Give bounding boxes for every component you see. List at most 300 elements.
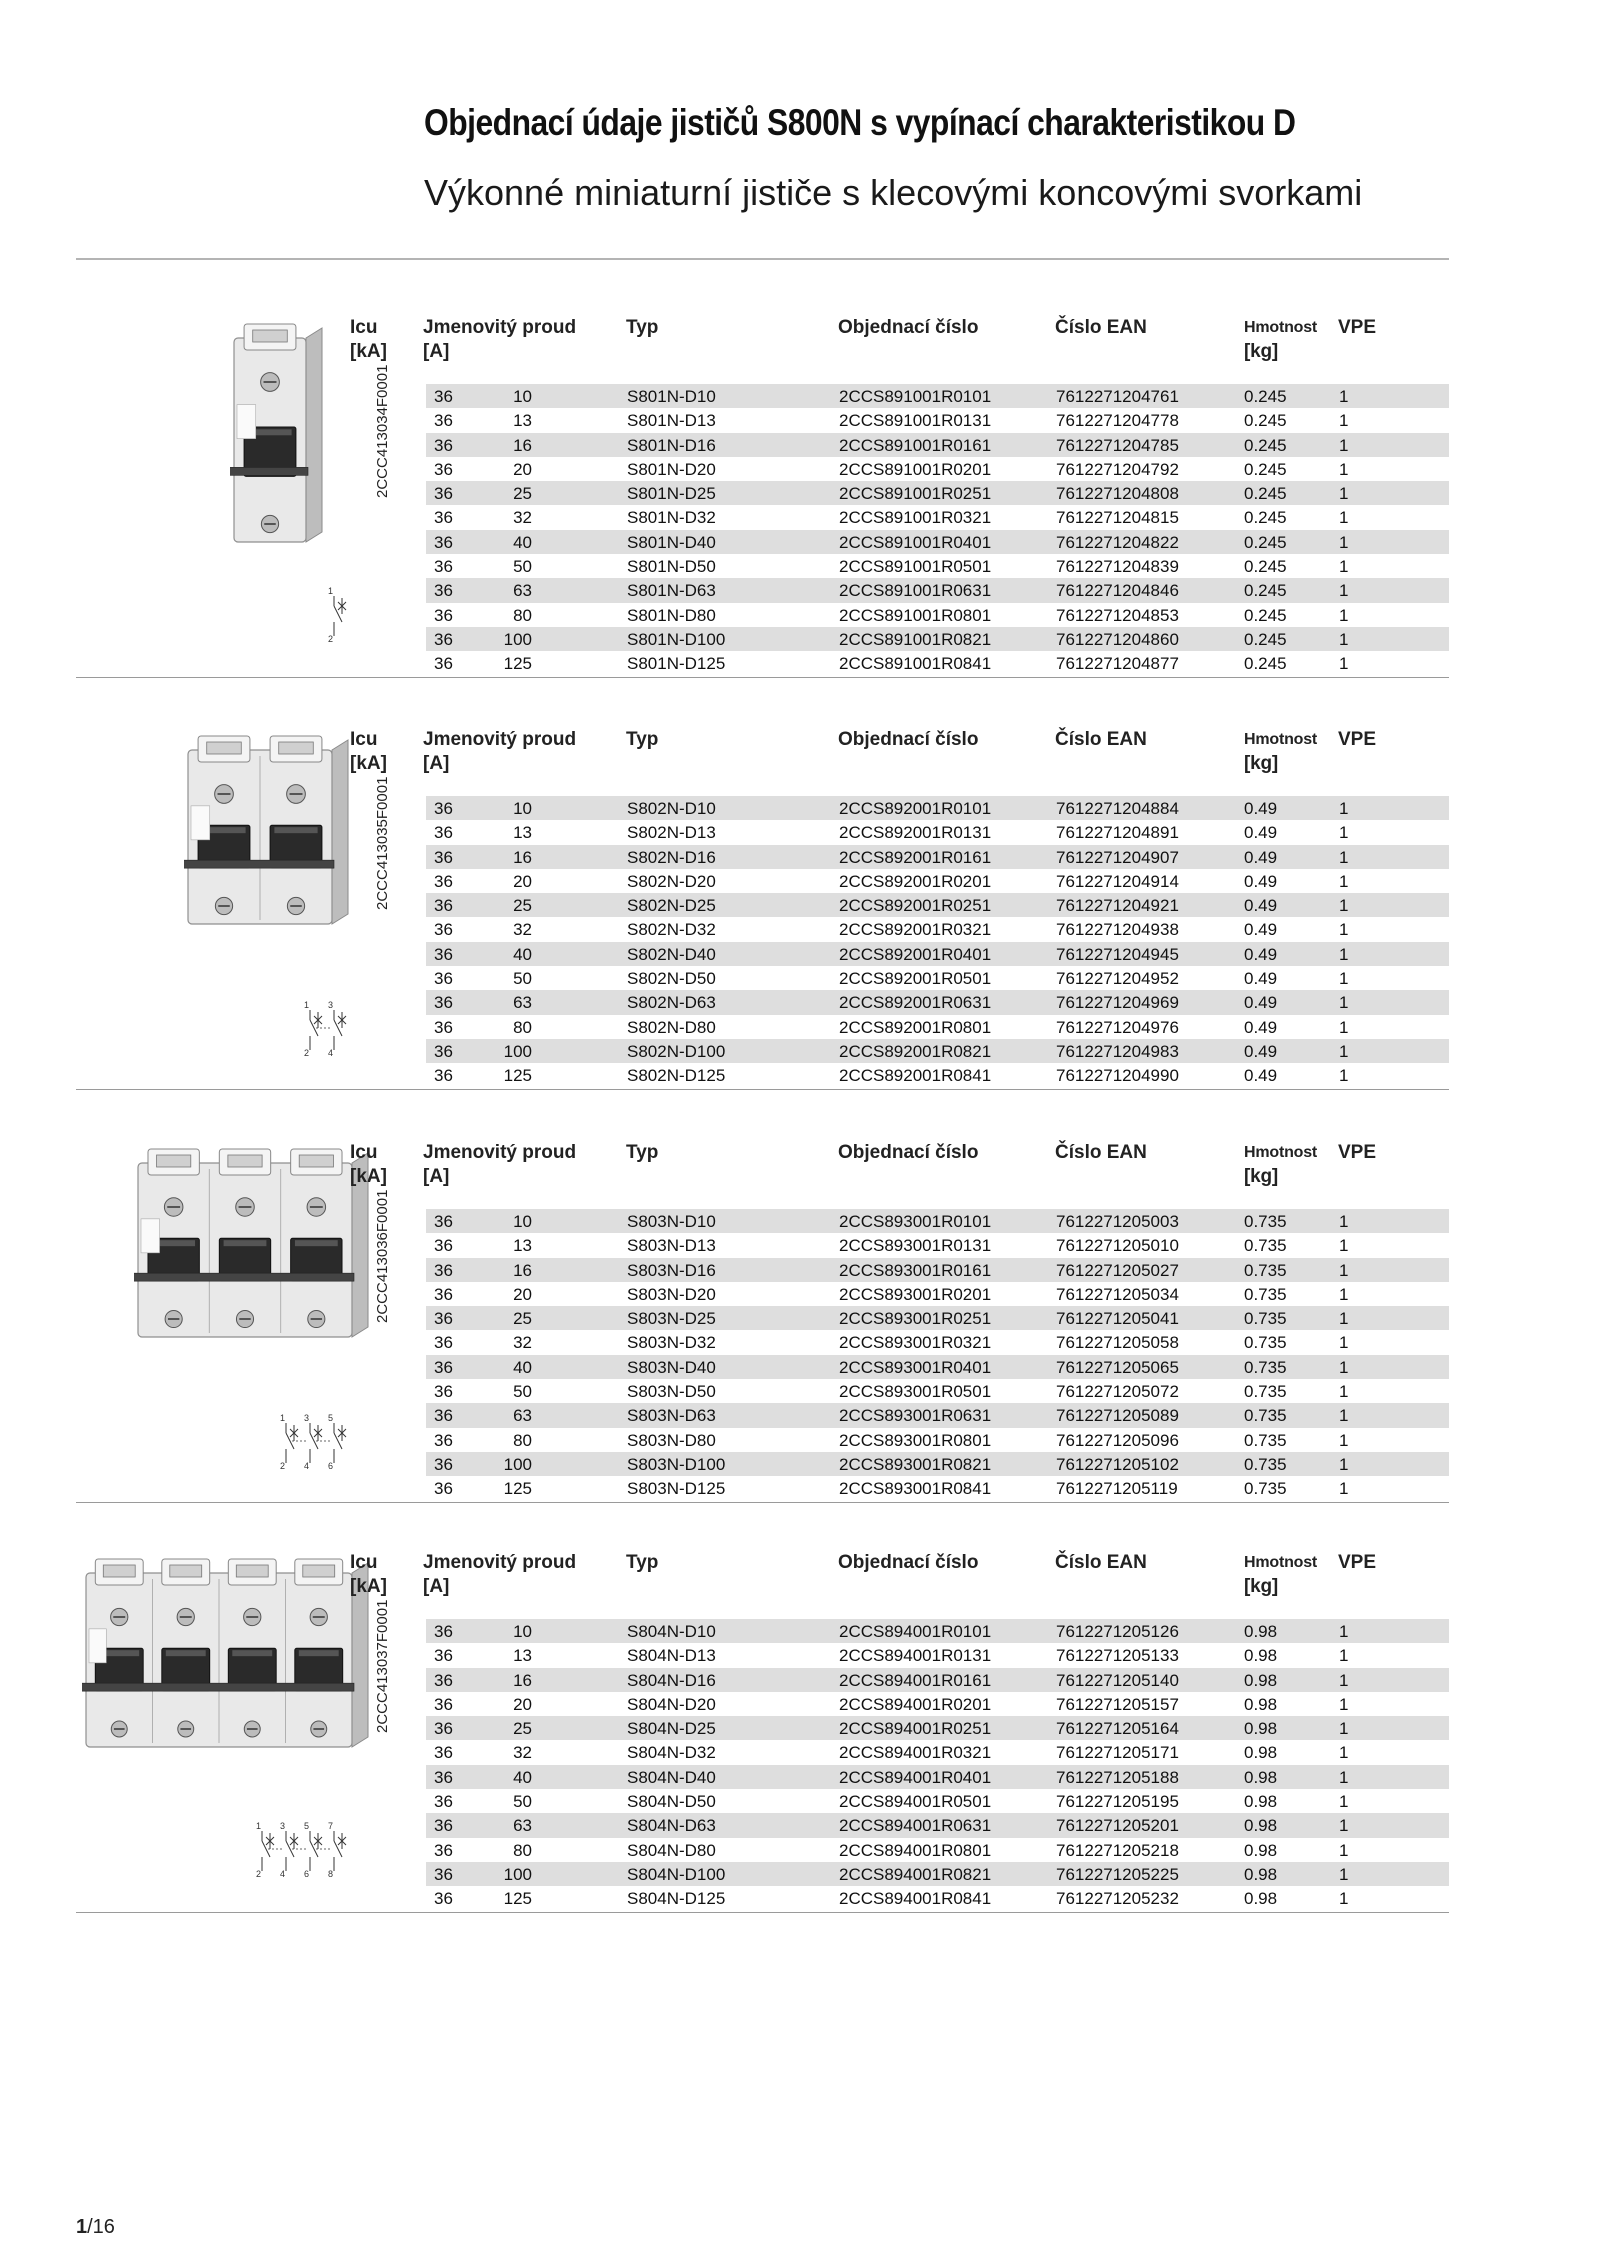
cell-vpe: 1 xyxy=(1339,1406,1349,1426)
cell-vpe: 1 xyxy=(1339,1889,1349,1909)
cell-ean: 7612271205010 xyxy=(1056,1236,1179,1256)
page-title: Objednací údaje jističů S800N s vypínací charakteristikou D xyxy=(424,102,1296,143)
cell-type: S802N-D125 xyxy=(627,1066,726,1086)
cell-type: S801N-D13 xyxy=(627,411,716,431)
cell-ean: 7612271204761 xyxy=(1056,387,1179,406)
cell-ean: 7612271204785 xyxy=(1056,435,1179,455)
cell-rated-current: 40 xyxy=(513,1767,532,1787)
cell-icu: 36 xyxy=(434,435,453,455)
cell-ean: 7612271205232 xyxy=(1056,1889,1179,1909)
cell-icu: 36 xyxy=(434,896,453,916)
cell-rated-current: 32 xyxy=(513,1743,532,1763)
cell-weight: 0.245 xyxy=(1244,459,1287,479)
table-row xyxy=(426,554,1449,578)
col-icu-label: Icu xyxy=(350,1552,378,1573)
cell-weight: 0.98 xyxy=(1244,1889,1278,1909)
cell-rated-current: 80 xyxy=(513,1017,532,1037)
col-rated-current-label: Jmenovitý proud xyxy=(423,729,577,750)
cell-order-number: 2CCS892001R0161 xyxy=(839,847,992,867)
data-table xyxy=(426,796,1449,1088)
table-row xyxy=(426,1716,1449,1740)
cell-vpe: 1 xyxy=(1339,1309,1349,1329)
cell-vpe: 1 xyxy=(1339,508,1349,528)
col-weight-header xyxy=(1244,316,1317,364)
col-order-number-header xyxy=(838,1551,978,1575)
cell-order-number: 2CCS891001R0801 xyxy=(839,605,992,625)
cell-weight: 0.49 xyxy=(1244,1017,1278,1037)
cell-order-number: 2CCS893001R0401 xyxy=(839,1357,992,1377)
cell-vpe: 1 xyxy=(1339,387,1349,406)
cell-vpe: 1 xyxy=(1339,1767,1349,1787)
cell-rated-current: 63 xyxy=(513,581,532,601)
cell-vpe: 1 xyxy=(1339,1622,1349,1641)
cell-vpe: 1 xyxy=(1339,1840,1349,1860)
cell-weight: 0.49 xyxy=(1244,1041,1278,1061)
cell-ean: 7612271205034 xyxy=(1056,1284,1179,1304)
cell-ean: 7612271204990 xyxy=(1056,1066,1179,1086)
cell-icu: 36 xyxy=(434,1066,453,1086)
terminal-label-bottom: 4 xyxy=(280,1869,286,1879)
cell-icu: 36 xyxy=(434,654,453,674)
cell-ean: 7612271204853 xyxy=(1056,605,1179,625)
table-row xyxy=(426,1789,1449,1813)
table-header xyxy=(350,1141,1449,1201)
cell-order-number: 2CCS891001R0631 xyxy=(839,581,992,601)
cell-weight: 0.735 xyxy=(1244,1479,1287,1499)
col-icu-label: Icu xyxy=(350,729,378,750)
cell-order-number: 2CCS891001R0161 xyxy=(839,435,992,455)
cell-order-number: 2CCS891001R0501 xyxy=(839,557,992,577)
cell-order-number: 2CCS891001R0201 xyxy=(839,459,992,479)
cell-vpe: 1 xyxy=(1339,1816,1349,1836)
cell-icu: 36 xyxy=(434,1406,453,1426)
col-icu-header xyxy=(350,316,387,364)
cell-order-number: 2CCS892001R0101 xyxy=(839,799,992,818)
cell-icu: 36 xyxy=(434,1309,453,1329)
col-vpe-label: VPE xyxy=(1338,1552,1377,1573)
col-order-number-header xyxy=(838,316,978,340)
cell-vpe: 1 xyxy=(1339,1212,1349,1231)
table-row xyxy=(426,1765,1449,1789)
cell-order-number: 2CCS894001R0321 xyxy=(839,1743,992,1763)
cell-weight: 0.245 xyxy=(1244,557,1287,577)
table-row xyxy=(426,990,1449,1014)
cell-vpe: 1 xyxy=(1339,1041,1349,1061)
cell-icu: 36 xyxy=(434,1041,453,1061)
cell-icu: 36 xyxy=(434,1670,453,1690)
cell-rated-current: 40 xyxy=(513,532,532,552)
col-weight-unit: [kg] xyxy=(1244,753,1279,774)
cell-weight: 0.49 xyxy=(1244,969,1278,989)
cell-icu: 36 xyxy=(434,459,453,479)
cell-type: S801N-D50 xyxy=(627,557,716,577)
pole-symbol-icon xyxy=(278,1411,358,1476)
table-row xyxy=(426,845,1449,869)
col-weight-header xyxy=(1244,1551,1317,1599)
cell-weight: 0.49 xyxy=(1244,896,1278,916)
table-row xyxy=(426,1039,1449,1063)
terminal-label-top: 7 xyxy=(328,1821,334,1831)
cell-weight: 0.735 xyxy=(1244,1454,1287,1474)
cell-vpe: 1 xyxy=(1339,557,1349,577)
cell-ean: 7612271204921 xyxy=(1056,896,1179,916)
col-weight-unit: [kg] xyxy=(1244,1576,1279,1597)
cell-type: S802N-D63 xyxy=(627,993,716,1013)
table-row xyxy=(426,796,1449,820)
table-row xyxy=(426,1428,1449,1452)
cell-order-number: 2CCS894001R0501 xyxy=(839,1792,992,1812)
cell-order-number: 2CCS892001R0631 xyxy=(839,993,992,1013)
cell-ean: 7612271205157 xyxy=(1056,1694,1179,1714)
cell-order-number: 2CCS891001R0321 xyxy=(839,508,992,528)
cell-rated-current: 40 xyxy=(513,1357,532,1377)
cell-weight: 0.98 xyxy=(1244,1840,1278,1860)
cell-ean: 7612271205188 xyxy=(1056,1767,1179,1787)
cell-type: S804N-D100 xyxy=(627,1864,726,1884)
product-section-4p xyxy=(76,1551,1449,1911)
cell-icu: 36 xyxy=(434,1479,453,1499)
photo-code-label: 2CCC413034F0001 xyxy=(374,364,391,498)
cell-weight: 0.735 xyxy=(1244,1284,1287,1304)
cell-order-number: 2CCS893001R0161 xyxy=(839,1260,992,1280)
section-divider xyxy=(76,1502,1449,1503)
cell-order-number: 2CCS892001R0321 xyxy=(839,920,992,940)
cell-rated-current: 25 xyxy=(513,1719,532,1739)
cell-type: S801N-D125 xyxy=(627,654,726,674)
cell-vpe: 1 xyxy=(1339,1357,1349,1377)
cell-type: S804N-D32 xyxy=(627,1743,716,1763)
cell-order-number: 2CCS893001R0841 xyxy=(839,1479,992,1499)
cell-weight: 0.49 xyxy=(1244,993,1278,1013)
cell-icu: 36 xyxy=(434,1212,453,1231)
cell-rated-current: 63 xyxy=(513,1816,532,1836)
cell-icu: 36 xyxy=(434,1816,453,1836)
cell-rated-current: 20 xyxy=(513,459,532,479)
cell-weight: 0.49 xyxy=(1244,920,1278,940)
pole-symbol-icon xyxy=(254,1819,358,1884)
cell-order-number: 2CCS894001R0841 xyxy=(839,1889,992,1909)
col-type-label: Typ xyxy=(626,729,659,750)
cell-type: S803N-D40 xyxy=(627,1357,716,1377)
terminal-label-bottom: 4 xyxy=(328,1048,334,1058)
cell-ean: 7612271204877 xyxy=(1056,654,1179,674)
col-icu-header xyxy=(350,1551,387,1599)
col-rated-current-header xyxy=(423,728,576,776)
table-header xyxy=(350,316,1449,376)
cell-ean: 7612271204884 xyxy=(1056,799,1179,818)
terminal-label-bottom: 6 xyxy=(304,1869,310,1879)
cell-icu: 36 xyxy=(434,605,453,625)
table-row xyxy=(426,820,1449,844)
cell-icu: 36 xyxy=(434,1694,453,1714)
cell-type: S803N-D25 xyxy=(627,1309,716,1329)
cell-type: S803N-D16 xyxy=(627,1260,716,1280)
cell-vpe: 1 xyxy=(1339,1236,1349,1256)
cell-vpe: 1 xyxy=(1339,920,1349,940)
cell-icu: 36 xyxy=(434,532,453,552)
cell-rated-current: 100 xyxy=(503,1454,532,1474)
cell-order-number: 2CCS894001R0251 xyxy=(839,1719,992,1739)
cell-weight: 0.98 xyxy=(1244,1719,1278,1739)
cell-rated-current: 32 xyxy=(513,508,532,528)
cell-type: S802N-D50 xyxy=(627,969,716,989)
col-vpe-header xyxy=(1338,728,1376,752)
cell-vpe: 1 xyxy=(1339,1864,1349,1884)
cell-type: S804N-D125 xyxy=(627,1889,726,1909)
col-icu-header xyxy=(350,1141,387,1189)
page-subtitle: Výkonné miniaturní jističe s klecovými koncovými svorkami xyxy=(424,172,1363,213)
cell-rated-current: 80 xyxy=(513,1840,532,1860)
table-row xyxy=(426,1886,1449,1910)
col-ean-label: Číslo EAN xyxy=(1055,1552,1147,1573)
col-rated-current-header xyxy=(423,1141,576,1189)
terminal-label-top: 3 xyxy=(304,1413,310,1423)
terminal-label-top: 5 xyxy=(304,1821,310,1831)
cell-vpe: 1 xyxy=(1339,993,1349,1013)
cell-ean: 7612271204846 xyxy=(1056,581,1179,601)
col-vpe-header xyxy=(1338,316,1376,340)
cell-rated-current: 63 xyxy=(513,993,532,1013)
cell-ean: 7612271205089 xyxy=(1056,1406,1179,1426)
cell-vpe: 1 xyxy=(1339,871,1349,891)
cell-weight: 0.245 xyxy=(1244,532,1287,552)
cell-weight: 0.98 xyxy=(1244,1694,1278,1714)
cell-type: S804N-D63 xyxy=(627,1816,716,1836)
cell-rated-current: 20 xyxy=(513,1284,532,1304)
cell-type: S801N-D10 xyxy=(627,387,716,406)
cell-icu: 36 xyxy=(434,1017,453,1037)
cell-vpe: 1 xyxy=(1339,654,1349,674)
cell-order-number: 2CCS891001R0251 xyxy=(839,484,992,504)
cell-vpe: 1 xyxy=(1339,532,1349,552)
table-row xyxy=(426,1452,1449,1476)
cell-order-number: 2CCS894001R0161 xyxy=(839,1670,992,1690)
section-divider xyxy=(76,677,1449,678)
terminal-label-bottom: 4 xyxy=(304,1461,310,1471)
cell-weight: 0.245 xyxy=(1244,387,1287,406)
cell-ean: 7612271205065 xyxy=(1056,1357,1179,1377)
cell-order-number: 2CCS891001R0841 xyxy=(839,654,992,674)
cell-order-number: 2CCS893001R0101 xyxy=(839,1212,992,1231)
table-row xyxy=(426,1643,1449,1667)
table-header xyxy=(350,728,1449,788)
cell-vpe: 1 xyxy=(1339,1719,1349,1739)
cell-order-number: 2CCS894001R0801 xyxy=(839,1840,992,1860)
cell-rated-current: 13 xyxy=(513,1236,532,1256)
cell-vpe: 1 xyxy=(1339,629,1349,649)
pole-symbol-icon xyxy=(302,998,358,1063)
terminal-label-bottom: 2 xyxy=(304,1048,310,1058)
cell-rated-current: 50 xyxy=(513,1382,532,1402)
cell-icu: 36 xyxy=(434,1792,453,1812)
cell-type: S803N-D10 xyxy=(627,1212,716,1231)
cell-ean: 7612271205133 xyxy=(1056,1646,1179,1666)
table-row xyxy=(426,1330,1449,1354)
cell-weight: 0.735 xyxy=(1244,1333,1287,1353)
table-row xyxy=(426,603,1449,627)
cell-ean: 7612271205027 xyxy=(1056,1260,1179,1280)
table-row xyxy=(426,869,1449,893)
col-order-number-header xyxy=(838,728,978,752)
cell-weight: 0.98 xyxy=(1244,1646,1278,1666)
data-table xyxy=(426,1619,1449,1911)
table-row xyxy=(426,1063,1449,1087)
product-section-3p xyxy=(76,1141,1449,1501)
cell-ean: 7612271204983 xyxy=(1056,1041,1179,1061)
cell-weight: 0.245 xyxy=(1244,508,1287,528)
table-row xyxy=(426,1476,1449,1500)
cell-icu: 36 xyxy=(434,1840,453,1860)
cell-type: S802N-D10 xyxy=(627,799,716,818)
table-row xyxy=(426,1233,1449,1257)
cell-vpe: 1 xyxy=(1339,896,1349,916)
cell-icu: 36 xyxy=(434,1719,453,1739)
cell-type: S802N-D25 xyxy=(627,896,716,916)
cell-weight: 0.245 xyxy=(1244,654,1287,674)
col-icu-unit: [kA] xyxy=(350,341,387,362)
cell-weight: 0.245 xyxy=(1244,435,1287,455)
col-icu-unit: [kA] xyxy=(350,1166,387,1187)
table-row xyxy=(426,1668,1449,1692)
terminal-label-bottom: 8 xyxy=(328,1869,334,1879)
cell-weight: 0.49 xyxy=(1244,799,1278,818)
cell-order-number: 2CCS894001R0821 xyxy=(839,1864,992,1884)
cell-type: S803N-D125 xyxy=(627,1479,726,1499)
cell-type: S801N-D100 xyxy=(627,629,726,649)
cell-type: S801N-D25 xyxy=(627,484,716,504)
photo-code-label: 2CCC413035F0001 xyxy=(374,776,391,910)
cell-weight: 0.735 xyxy=(1244,1430,1287,1450)
col-type-header xyxy=(626,728,658,752)
col-type-header xyxy=(626,1141,658,1165)
cell-order-number: 2CCS892001R0251 xyxy=(839,896,992,916)
title-divider xyxy=(76,258,1449,260)
col-weight-header xyxy=(1244,728,1317,776)
cell-type: S803N-D100 xyxy=(627,1454,726,1474)
cell-rated-current: 80 xyxy=(513,1430,532,1450)
col-weight-header xyxy=(1244,1141,1317,1189)
cell-type: S804N-D10 xyxy=(627,1622,716,1641)
cell-order-number: 2CCS893001R0631 xyxy=(839,1406,992,1426)
cell-ean: 7612271204891 xyxy=(1056,823,1179,843)
cell-weight: 0.735 xyxy=(1244,1236,1287,1256)
col-ean-label: Číslo EAN xyxy=(1055,1142,1147,1163)
table-row xyxy=(426,893,1449,917)
col-rated-current-unit: [A] xyxy=(423,753,450,774)
col-vpe-label: VPE xyxy=(1338,729,1377,750)
cell-type: S804N-D13 xyxy=(627,1646,716,1666)
cell-weight: 0.245 xyxy=(1244,581,1287,601)
cell-vpe: 1 xyxy=(1339,1454,1349,1474)
cell-ean: 7612271205195 xyxy=(1056,1792,1179,1812)
cell-rated-current: 20 xyxy=(513,871,532,891)
cell-ean: 7612271204792 xyxy=(1056,459,1179,479)
table-row xyxy=(426,1355,1449,1379)
cell-icu: 36 xyxy=(434,1864,453,1884)
cell-vpe: 1 xyxy=(1339,799,1349,818)
cell-type: S801N-D32 xyxy=(627,508,716,528)
cell-rated-current: 100 xyxy=(503,1864,532,1884)
cell-vpe: 1 xyxy=(1339,1430,1349,1450)
col-rated-current-unit: [A] xyxy=(423,341,450,362)
cell-weight: 0.98 xyxy=(1244,1743,1278,1763)
product-section-2p xyxy=(76,728,1449,1088)
cell-rated-current: 13 xyxy=(513,411,532,431)
table-row xyxy=(426,505,1449,529)
col-icu-label: Icu xyxy=(350,1142,378,1163)
col-icu-unit: [kA] xyxy=(350,753,387,774)
cell-ean: 7612271205072 xyxy=(1056,1382,1179,1402)
cell-weight: 0.98 xyxy=(1244,1767,1278,1787)
col-icu-label: Icu xyxy=(350,317,378,338)
table-row xyxy=(426,1403,1449,1427)
col-rated-current-label: Jmenovitý proud xyxy=(423,317,577,338)
cell-ean: 7612271204860 xyxy=(1056,629,1179,649)
cell-icu: 36 xyxy=(434,1889,453,1909)
col-vpe-header xyxy=(1338,1141,1376,1165)
col-weight-unit: [kg] xyxy=(1244,341,1279,362)
col-weight-label: Hmotnost xyxy=(1244,1554,1318,1571)
table-row xyxy=(426,1306,1449,1330)
cell-icu: 36 xyxy=(434,920,453,940)
cell-order-number: 2CCS891001R0131 xyxy=(839,411,992,431)
table-row xyxy=(426,481,1449,505)
cell-rated-current: 50 xyxy=(513,557,532,577)
cell-weight: 0.735 xyxy=(1244,1406,1287,1426)
col-rated-current-label: Jmenovitý proud xyxy=(423,1142,577,1163)
table-row xyxy=(426,966,1449,990)
cell-order-number: 2CCS894001R0131 xyxy=(839,1646,992,1666)
cell-rated-current: 125 xyxy=(503,654,532,674)
col-ean-header xyxy=(1055,728,1147,752)
cell-icu: 36 xyxy=(434,1622,453,1641)
cell-ean: 7612271205102 xyxy=(1056,1454,1179,1474)
cell-icu: 36 xyxy=(434,581,453,601)
cell-icu: 36 xyxy=(434,629,453,649)
cell-order-number: 2CCS894001R0101 xyxy=(839,1622,992,1641)
cell-ean: 7612271205201 xyxy=(1056,1816,1179,1836)
cell-order-number: 2CCS891001R0401 xyxy=(839,532,992,552)
cell-weight: 0.49 xyxy=(1244,1066,1278,1086)
cell-type: S801N-D40 xyxy=(627,532,716,552)
breaker-photo xyxy=(230,316,360,556)
terminal-label-bottom: 2 xyxy=(280,1461,286,1471)
table-row xyxy=(426,627,1449,651)
cell-rated-current: 10 xyxy=(513,1212,532,1231)
cell-vpe: 1 xyxy=(1339,1260,1349,1280)
cell-ean: 7612271205058 xyxy=(1056,1333,1179,1353)
table-row xyxy=(426,1838,1449,1862)
breaker-photo xyxy=(134,1141,370,1351)
col-ean-header xyxy=(1055,1141,1147,1165)
cell-type: S804N-D25 xyxy=(627,1719,716,1739)
cell-icu: 36 xyxy=(434,1767,453,1787)
cell-vpe: 1 xyxy=(1339,1743,1349,1763)
cell-ean: 7612271204945 xyxy=(1056,944,1179,964)
col-weight-label: Hmotnost xyxy=(1244,1144,1318,1161)
data-table xyxy=(426,1209,1449,1501)
cell-order-number: 2CCS892001R0501 xyxy=(839,969,992,989)
col-vpe-label: VPE xyxy=(1338,317,1377,338)
cell-type: S802N-D13 xyxy=(627,823,716,843)
col-type-header xyxy=(626,316,658,340)
col-type-header xyxy=(626,1551,658,1575)
cell-vpe: 1 xyxy=(1339,435,1349,455)
col-weight-label: Hmotnost xyxy=(1244,731,1318,748)
cell-vpe: 1 xyxy=(1339,1792,1349,1812)
cell-icu: 36 xyxy=(434,387,453,406)
col-icu-unit: [kA] xyxy=(350,1576,387,1597)
